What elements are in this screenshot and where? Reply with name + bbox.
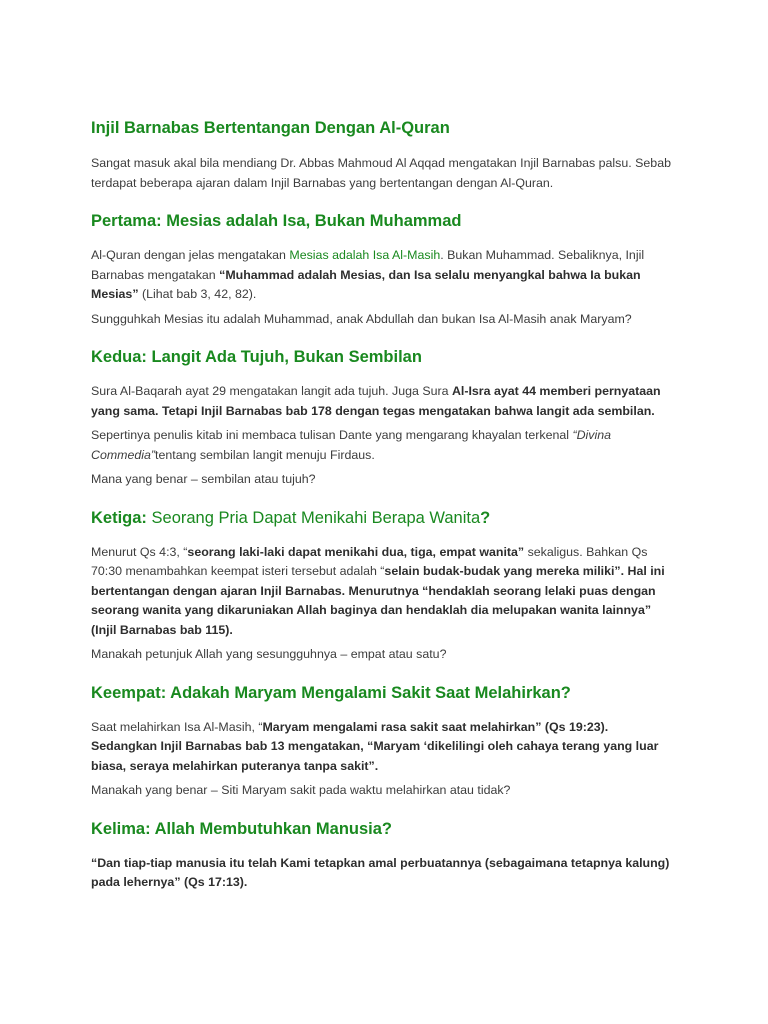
section-ketiga-paragraph-1	[91, 543, 676, 641]
text-span: Menurut Qs 4:3, “	[91, 544, 188, 559]
article-title: Injil Barnabas Bertentangan Dengan Al-Quran	[91, 119, 450, 137]
heading-question-mark: ?	[480, 508, 491, 527]
bold-quote: seorang laki-laki dapat menikahi dua, tiga, empat wanita”	[187, 544, 525, 559]
bold-quote: Maryam mengalami rasa sakit saat melahirkan” (Qs 19:23). Sedangkan Injil Barnabas bab 13 mengatakan, “Maryam ‘dikelilingi oleh cahaya terang yang luar biasa, seraya melahirkan puteranya tanpa sakit”.	[91, 719, 659, 773]
section-kedua-paragraph-1	[91, 382, 676, 421]
section-heading-kedua: Kedua: Langit Ada Tujuh, Bukan Sembilan	[91, 348, 422, 366]
bold-quote: Al-Isra ayat 44 memberi pernyataan yang sama. Tetapi Injil Barnabas bab 178 dengan tegas mengatakan bahwa langit ada sembilan.	[91, 384, 661, 418]
section-kedua-paragraph-2	[91, 426, 676, 465]
text-span: . Bukan Muhammad. Sebaliknya, Injil Barnabas mengatakan	[91, 248, 645, 282]
italic-title: “Divina Commedia”	[91, 428, 612, 462]
text-span: Sura Al-Baqarah ayat 29 mengatakan langit ada tujuh. Juga Sura	[91, 384, 452, 398]
bold-quote: “Dan tiap-tiap manusia itu telah Kami tetapkan amal perbuatannya (sebagaimana tetapnya kalung) pada lehernya” (Qs 17:13).	[91, 855, 670, 889]
bold-quote: selain budak-budak yang mereka miliki”. Hal ini bertentangan dengan ajaran Injil Barnabas. Menurutnya “hendaklah seorang lelaki puas dengan seorang wanita yang dikaruniakan Allah baginya dan hendaklah dia melupakan wanita lainnya” (Injil Barnabas bab 115).	[91, 564, 665, 637]
bold-quote: “Muhammad adalah Mesias, dan Isa selalu menyangkal bahwa Ia bukan Mesias”	[91, 267, 641, 301]
text-span: (Lihat bab 3, 42, 82).	[138, 287, 257, 301]
section-pertama-paragraph-2: Sungguhkah Mesias itu adalah Muhammad, anak Abdullah dan bukan Isa Al-Masih anak Maryam?	[91, 311, 632, 326]
intro-paragraph: Sangat masuk akal bila mendiang Dr. Abbas Mahmoud Al Aqqad mengatakan Injil Barnabas palsu. Sebab terdapat beberapa ajaran dalam Injil Barnabas yang bertentangan dengan Al-Quran.	[91, 156, 671, 190]
text-span: Al-Quran dengan jelas mengatakan	[91, 248, 290, 262]
section-keempat-paragraph-2: Manakah yang benar – Siti Maryam sakit pada waktu melahirkan atau tidak?	[91, 783, 511, 797]
section-heading-ketiga	[91, 506, 676, 530]
heading-bold-part: Ketiga:	[91, 508, 147, 527]
section-kedua-paragraph-3: Mana yang benar – sembilan atau tujuh?	[91, 472, 316, 486]
mesias-link[interactable]: Mesias adalah Isa Al-Masih	[289, 248, 441, 262]
section-pertama-paragraph-1	[91, 246, 676, 305]
section-ketiga-paragraph-2: Manakah petunjuk Allah yang sesungguhnya – empat atau satu?	[91, 647, 447, 661]
section-heading-pertama: Pertama: Mesias adalah Isa, Bukan Muhammad	[91, 212, 462, 230]
text-span: tentang sembilan langit menuju Firdaus.	[155, 447, 375, 462]
section-heading-keempat: Keempat: Adakah Maryam Mengalami Sakit Saat Melahirkan?	[91, 683, 571, 702]
section-heading-kelima: Kelima: Allah Membutuhkan Manusia?	[91, 819, 393, 838]
text-span: Sepertinya penulis kitab ini membaca tulisan Dante yang mengarang khayalan terkenal	[91, 428, 573, 442]
article-body	[91, 116, 676, 893]
section-keempat-paragraph-1	[91, 718, 676, 777]
heading-normal-part: Seorang Pria Dapat Menikahi Berapa Wanita	[146, 508, 481, 527]
section-kelima-paragraph-1	[91, 854, 676, 893]
text-span: Saat melahirkan Isa Al-Masih, “	[91, 719, 263, 734]
text-span: sekaligus. Bahkan Qs 70:30 menambahkan keempat isteri tersebut adalah “	[91, 544, 648, 578]
